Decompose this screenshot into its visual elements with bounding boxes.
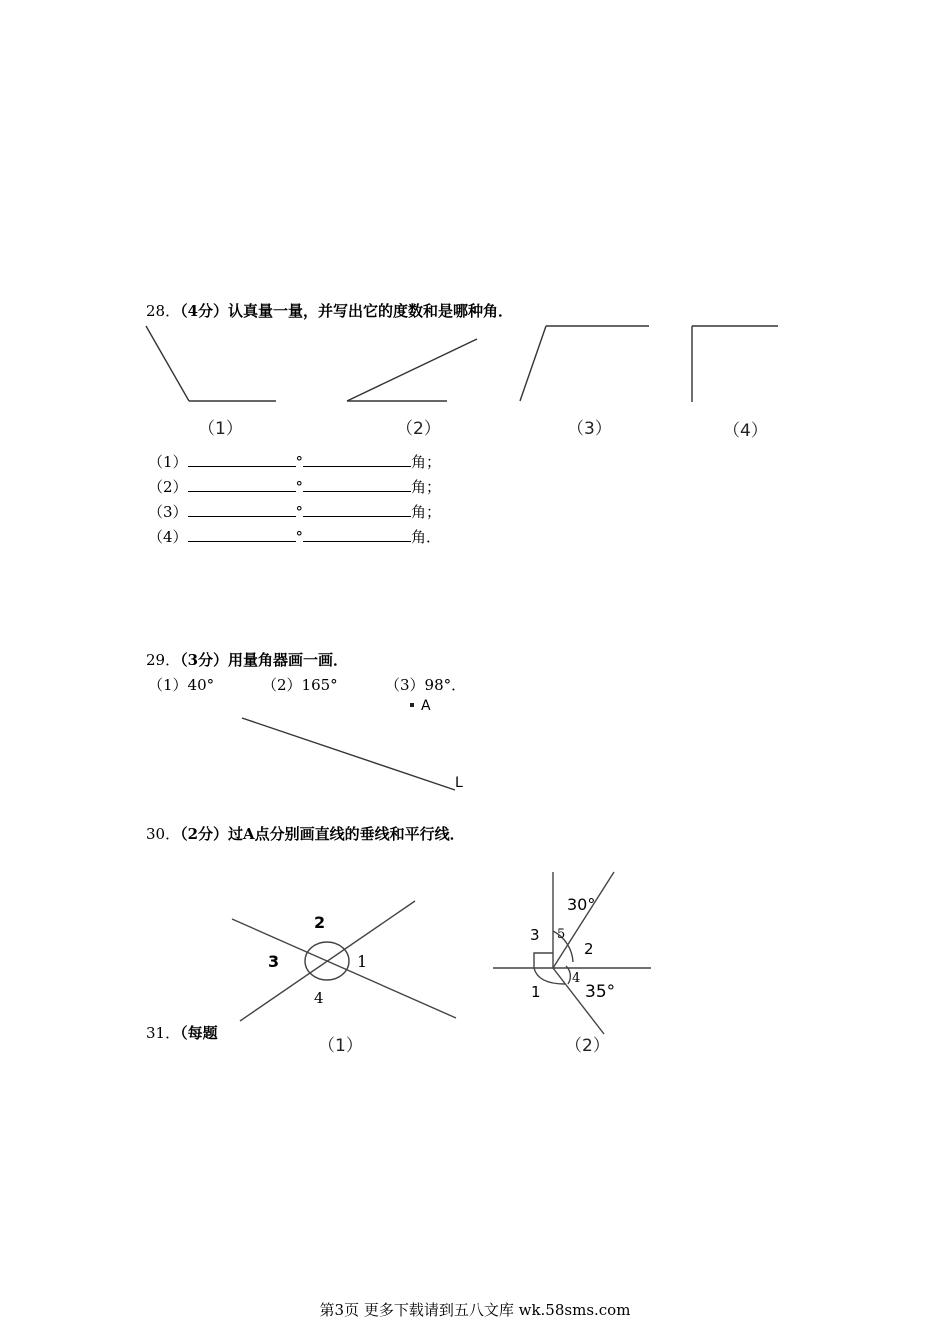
page-footer: 第3页 更多下载请到五八文库 wk.58sms.com [319, 1301, 631, 1319]
question-points: （2分） [180, 825, 229, 843]
answer-label: （3） [148, 503, 188, 521]
angle-figure-1 [146, 326, 276, 401]
answer-label: （1） [148, 453, 188, 471]
angle-type-blank[interactable] [303, 477, 411, 492]
fig2-label-35deg: 35° [585, 982, 616, 1002]
question-31-heading [146, 1024, 218, 1042]
degree-sign: ° [295, 478, 304, 496]
angle-type-blank[interactable] [303, 502, 411, 517]
question-text: 用量角器画一画． [228, 651, 349, 669]
q29-item-3: （3）98°． [385, 676, 467, 694]
intersecting-lines-figure [232, 901, 456, 1021]
question-number: 30． [146, 825, 181, 843]
fig1-label-1: 1 [357, 952, 368, 971]
degree-blank[interactable] [188, 477, 296, 492]
degree-blank[interactable] [188, 452, 296, 467]
question-number: 29． [146, 651, 181, 669]
fig2-label-3: 3 [530, 926, 540, 944]
angle-unit: 角； [411, 503, 442, 521]
degree-sign: ° [295, 453, 304, 471]
degree-sign: ° [295, 528, 304, 546]
question-number: 28． [146, 302, 181, 320]
question-number: 31． [146, 1024, 181, 1042]
answer-row-2 [148, 477, 441, 496]
figure-caption-1: （1） [198, 419, 243, 439]
question-points: （每题 [180, 1024, 218, 1042]
fig2-caption: （2） [565, 1036, 610, 1056]
angle-figure-2 [347, 339, 477, 401]
angle-type-blank[interactable] [303, 452, 411, 467]
fig2-label-30deg: 30° [567, 895, 596, 914]
angle-unit: 角； [411, 478, 442, 496]
question-points: （4分） [180, 302, 229, 320]
fig2-label-4: 4 [572, 971, 581, 986]
answer-label: （2） [148, 478, 188, 496]
question-29-heading [146, 651, 348, 669]
angle-unit: 角； [411, 453, 442, 471]
fig2-label-1: 1 [531, 983, 541, 1001]
q29-item-2: （2）165° [262, 676, 338, 694]
fig2-label-5: 5 [557, 927, 566, 942]
angle-figure-3 [520, 326, 649, 401]
point-a-label: A [421, 698, 431, 714]
angle-figure-4 [692, 326, 778, 402]
figure-caption-3: （3） [567, 419, 612, 439]
point-a-dot [410, 703, 414, 707]
degree-sign: ° [295, 503, 304, 521]
answer-row-3 [148, 502, 441, 521]
question-text: 认真量一量，并写出它的度数和是哪种角． [228, 302, 514, 320]
fig1-label-2: 2 [314, 913, 326, 932]
degree-blank[interactable] [188, 527, 296, 542]
fig1-label-3: 3 [268, 952, 280, 971]
answer-label: （4） [148, 528, 188, 546]
answer-row-1 [148, 452, 441, 471]
figure-caption-4: （4） [723, 421, 768, 441]
question-30-heading [146, 825, 465, 843]
angle-unit: 角． [411, 528, 442, 546]
q29-item-1: （1）40° [148, 676, 215, 694]
fig1-caption: （1） [318, 1036, 363, 1056]
question-points: （3分） [180, 651, 229, 669]
fig1-label-4: 4 [314, 989, 324, 1007]
answer-row-4 [148, 527, 441, 546]
question-text: 过A点分别画直线的垂线和平行线． [228, 825, 465, 843]
fig2-label-2: 2 [584, 940, 594, 958]
degree-blank[interactable] [188, 502, 296, 517]
figure-caption-2: （2） [396, 419, 441, 439]
angle-type-blank[interactable] [303, 527, 411, 542]
line-l-label: L [455, 775, 463, 791]
q29-figure [242, 703, 455, 790]
line-l [242, 718, 455, 790]
